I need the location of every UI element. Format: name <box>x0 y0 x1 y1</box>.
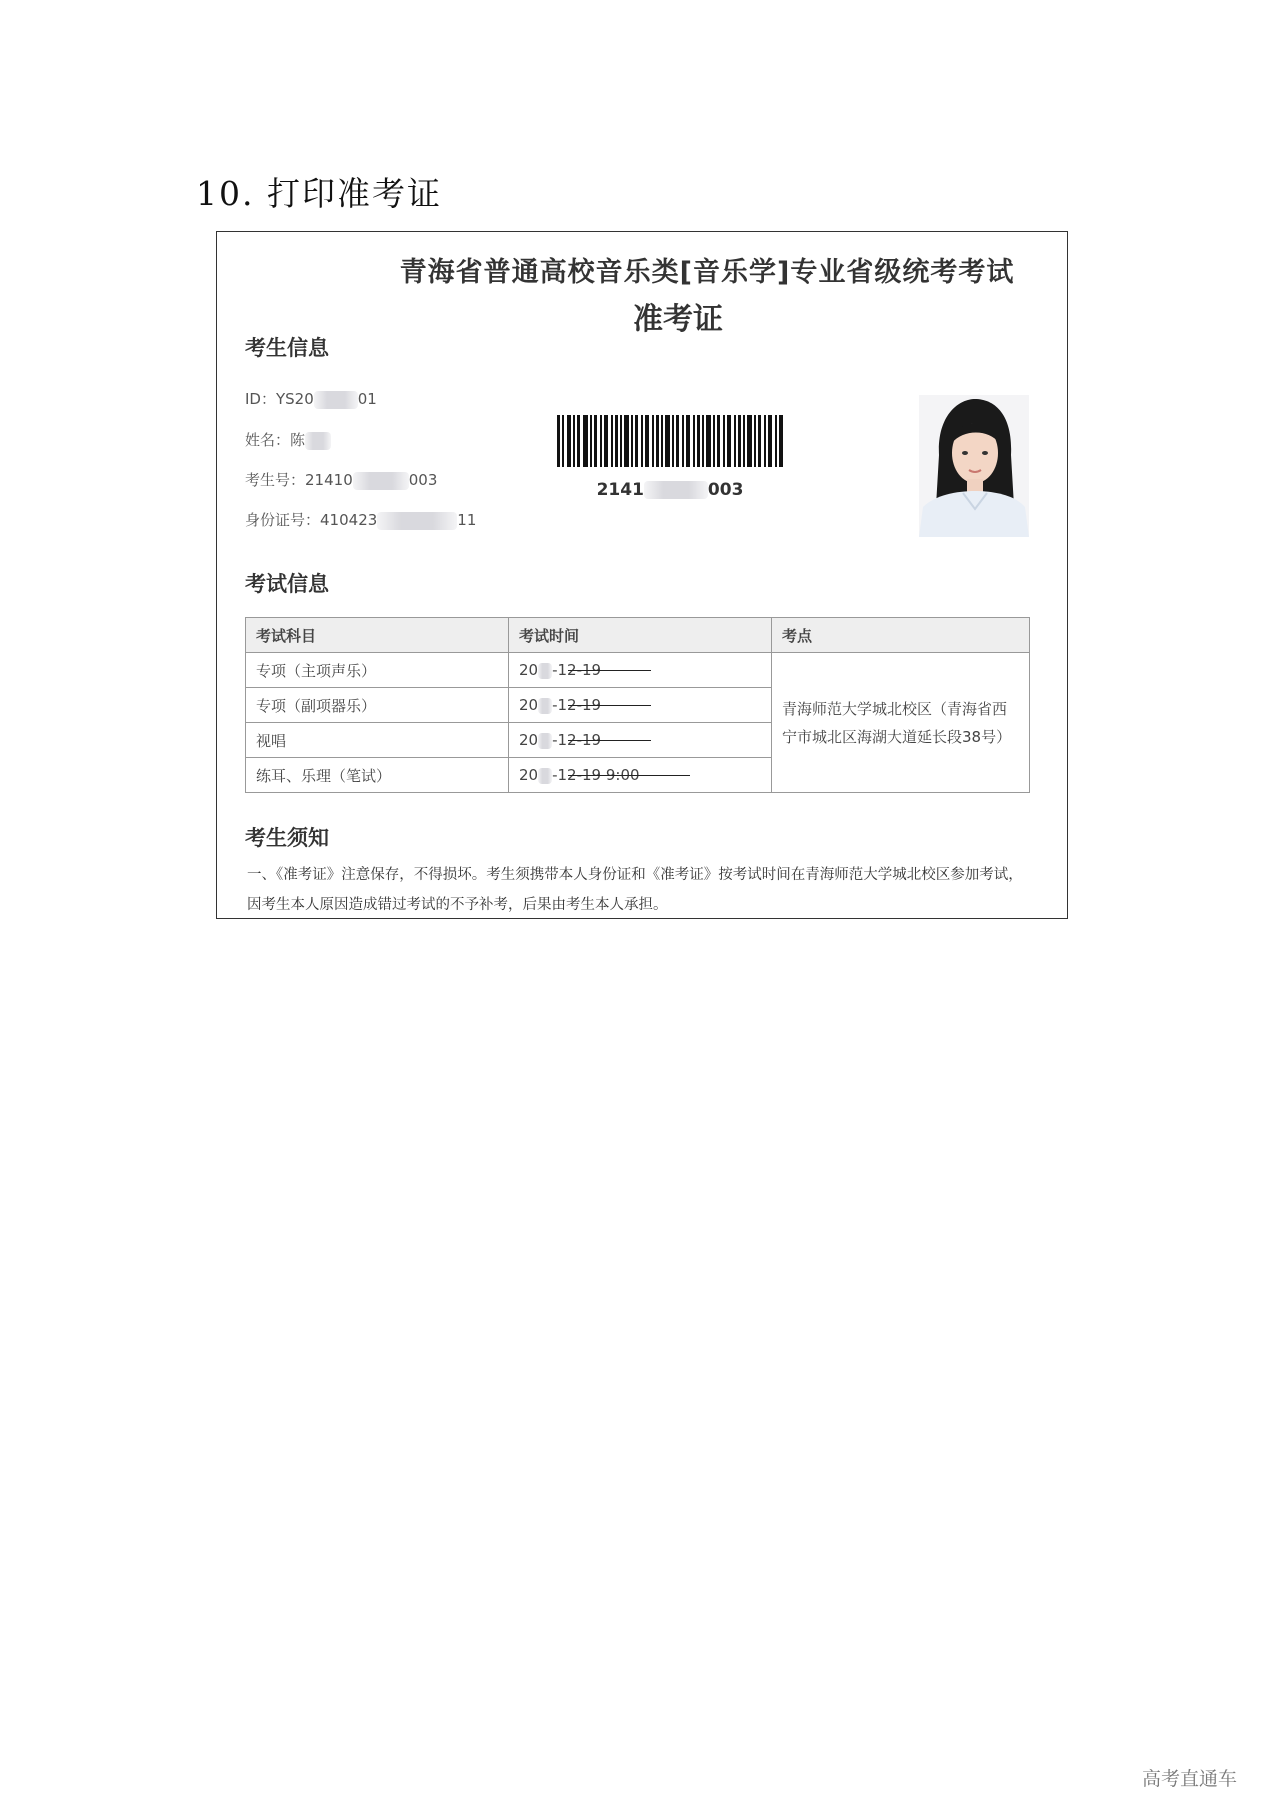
time-date: -12-19 <box>552 661 602 679</box>
column-header: 考试科目 <box>246 618 509 653</box>
redaction-blur <box>305 432 331 450</box>
time-year: 20 <box>519 766 539 784</box>
exam-title: 青海省普通高校音乐类[音乐学]专业省级统考考试 <box>399 257 1015 288</box>
time-date: -12-19 <box>552 696 602 714</box>
subject-cell: 专项（副项器乐） <box>246 688 509 723</box>
column-header: 考试时间 <box>509 618 772 653</box>
barcode-number <box>545 480 795 500</box>
candidate-name-row <box>245 429 331 450</box>
time-year: 20 <box>519 696 539 714</box>
time-date: -12-19 9:00 <box>552 766 640 784</box>
id-label: ID： <box>245 390 276 408</box>
exam-number-row <box>245 469 437 490</box>
candidate-id-row <box>245 388 377 409</box>
watermark-text: 高考直通车 <box>1142 1768 1238 1790</box>
subject-cell: 视唱 <box>246 723 509 758</box>
redaction-blur <box>538 733 552 749</box>
barcode-prefix: 2141 <box>596 480 644 500</box>
venue-cell: 青海师范大学城北校区（青海省西宁市城北区海湖大道延长段38号） <box>772 653 1030 793</box>
time-cell <box>509 688 772 723</box>
redaction-blur <box>314 391 358 409</box>
step-heading: 10. 打印准考证 <box>196 174 442 213</box>
barcode-suffix: 003 <box>707 480 744 500</box>
id-prefix: YS20 <box>275 390 314 408</box>
id-card-row <box>245 509 476 530</box>
time-year: 20 <box>519 731 539 749</box>
id-card-suffix: 11 <box>457 511 477 529</box>
time-cell <box>509 723 772 758</box>
redaction-blur <box>644 481 708 499</box>
name-label: 姓名： <box>245 431 291 449</box>
exam-no-prefix: 21410 <box>305 471 353 489</box>
time-cell <box>509 653 772 688</box>
barcode-icon <box>557 415 783 467</box>
name-visible: 陈 <box>290 431 306 449</box>
time-year: 20 <box>519 661 539 679</box>
redaction-blur <box>538 663 552 679</box>
exam-schedule-table <box>245 617 1030 793</box>
exam-no-suffix: 003 <box>408 471 438 489</box>
admission-ticket-card <box>216 231 1068 919</box>
id-card-label: 身份证号： <box>245 511 321 529</box>
subject-cell: 专项（主项声乐） <box>246 653 509 688</box>
candidate-photo <box>919 395 1029 537</box>
exam-section-title: 考试信息 <box>245 572 329 596</box>
time-date: -12-19 <box>552 731 602 749</box>
column-header: 考点 <box>772 618 1030 653</box>
id-card-prefix: 410423 <box>320 511 378 529</box>
candidate-section-title: 考生信息 <box>245 336 329 360</box>
subject-cell: 练耳、乐理（笔试） <box>246 758 509 793</box>
exam-no-label: 考生号： <box>245 471 306 489</box>
ticket-title: 准考证 <box>633 302 723 337</box>
notice-text: 一、《准考证》注意保存，不得损坏。考生须携带本人身份证和《准考证》按考试时间在青海师范大学城北校区参加考试，因考生本人原因造成错过考试的不予补考，后果由考生本人承担。 <box>247 867 1023 913</box>
redaction-blur <box>538 768 552 784</box>
notice-section-title: 考生须知 <box>245 826 329 850</box>
redaction-blur <box>377 512 457 530</box>
redaction-blur <box>538 698 552 714</box>
id-suffix: 01 <box>357 390 377 408</box>
redaction-blur <box>353 472 409 490</box>
time-cell <box>509 758 772 793</box>
table-header-row <box>246 618 1030 653</box>
table-row <box>246 653 1030 688</box>
